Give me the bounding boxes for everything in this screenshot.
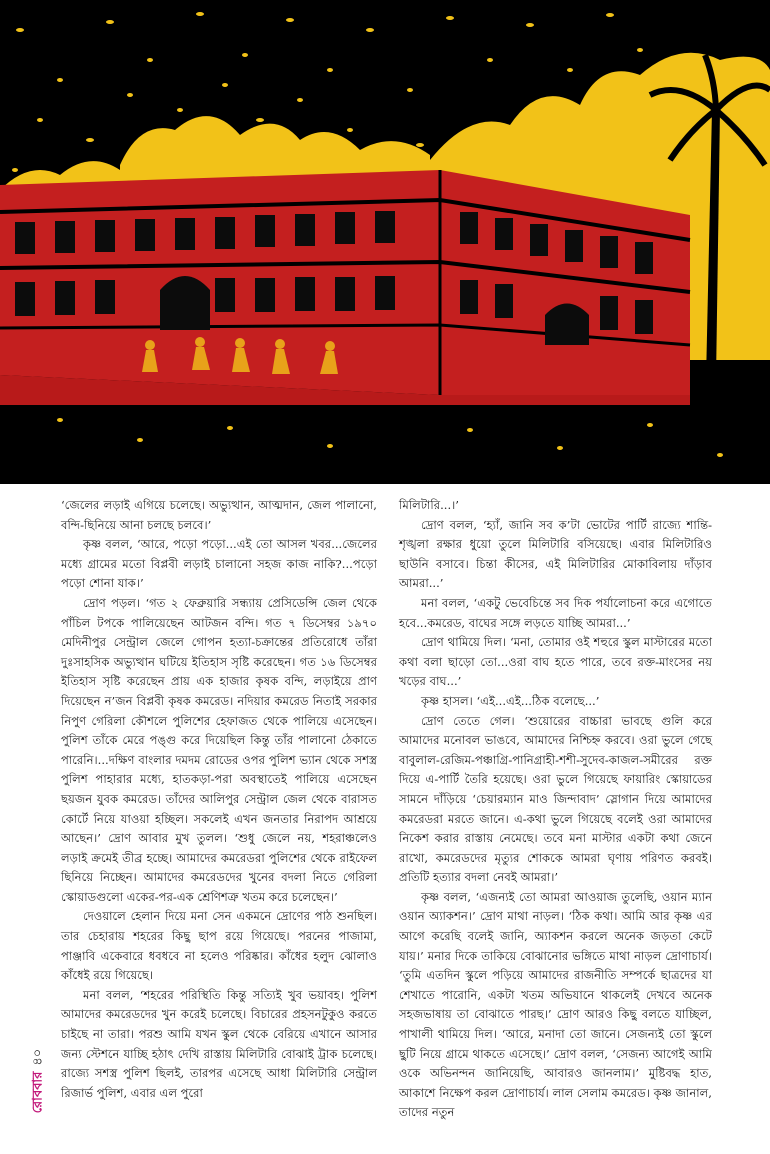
article-right-column: [399, 496, 712, 1123]
paragraph: দ্রোণ বলল, ‘হ্যাঁ, জানি সব ক’টা ভোটের পার্টি রাজ্যে শান্তি-শৃঙ্খলা রক্ষার ধুয়ো তুলে মিলিটারি বসিয়েছে। এবার মিলিটারিও ছাউনি বসাবে। চিন্তা কীসের, এই মিলিটারির মোকাবিলায় দাঁড়াব আমরা...’: [399, 517, 712, 591]
paragraph: দ্রোণ তেতে গেল। ‘শুয়োরের বাচ্চারা ভাবছে গুলি করে আমাদের মনোবল ভাঙবে, আমাদের নিশ্চিহ্ন করবে। ওরা ভুলে গেছে বাবুলাল-রেজিম-পঞ্চাগ্রি-পানিগ্রাহী-শশী-সুদেব-কাজল-সমীরের রক্ত দিয়ে এ-পার্টি তৈরি হয়েছে। ওরা ভুলে গিয়েছে ফায়ারিং স্কোয়াডের সামনে দাঁড়িয়ে ‘চেয়ারম্যান মাও জিন্দাবাদ’ স্লোগান দিয়ে আমাদের কমরেডরা মরতে জানে। এ-কথা ভুলে গিয়েছে বলেই ওরা আমাদের নিকেশ করার রাস্তায় নেমেছে। তবে মনা মাস্টার একটা কথা জেনে রাখো, কমরেডদের মৃত্যুর শোককে আমরা ঘৃণায় পরিণত করবই। প্রতিটি হত্যার বদলা নেবই আমরা।’: [399, 713, 712, 885]
paragraph: মিলিটারি...।’: [399, 498, 459, 512]
page-folio: [29, 1036, 49, 1126]
paragraph: দ্রোণ থামিয়ে দিল। ‘মনা, তোমার ওই শহুরে স্কুল মাস্টারের মতো কথা বলা ছাড়ো তো...ওরা বাঘ হতে পারে, তবে রক্ত-মাংসের নয় খড়ের বাঘ...’: [399, 635, 712, 689]
article-left-column: [61, 496, 377, 1103]
paragraph: মনা বলল, ‘একটু ভেবেচিন্তে সব দিক পর্যালোচনা করে এগোতে হবে...কমরেড, বাঘের সঙ্গে লড়তে যাচ্ছি আমরা...’: [399, 595, 712, 630]
paragraph: দেওয়ালে হেলান দিয়ে মনা সেন একমনে দ্রোণের পাঠ শুনছিল। তার চেহারায় শহরের কিছু ছাপ রয়ে গিয়েছে। পরনের পাজামা, পাঞ্জাবি একেবারে ধবধবে না হলেও পরিষ্কার। কাঁধের হলুদ ঝোলাও কাঁধেই রয়ে গিয়েছে।: [61, 909, 377, 983]
paragraph: দ্রোণ পড়ল। ‘গত ২ ফেব্রুয়ারি সন্ধ্যায় প্রেসিডেন্সি জেল থেকে পাঁচিল টপকে পালিয়েছেন আটজন বন্দি। গত ৭ ডিসেম্বর ১৯৭০ মেদিনীপুর সেন্ট্রাল জেলে গোপন হত্যা-চক্রান্তের প্রতিরোধে তাঁরা দুঃসাহসিক অভ্যুত্থান ঘটিয়ে ইতিহাস সৃষ্টি করেছেন। গত ১৬ ডিসেম্বর ইতিহাস সৃষ্টি করেছেন প্রায় এক হাজার কৃষক বন্দি, লড়াইয়ে প্রাণ দিয়েছেন ন’জন বিপ্লবী কৃষক কমরেড। নদিয়ার কমরেড নিতাই সরকার নিপুণ গেরিলা কৌশলে পুলিশের হেফাজত থেকে পালিয়ে এসেছেন। পুলিশ তাঁকে মেরে পঙ্গু করে দিয়েছিল কিন্তু তাঁর পালানো ঠেকাতে পারেনি।...দক্ষিণ বাংলার দমদম রোডের ওপর পুলিশ ভ্যান থেকে সশস্ত্র পুলিশ পাহারার মধ্যে, হাতকড়া-পরা অবস্থাতেই পালিয়ে এসেছেন ছয়জন যুবক কমরেড। তাঁদের আলিপুর সেন্ট্রাল জেল থেকে বারাসত কোর্টে নিয়ে যাওয়া হচ্ছিল। সকলেই এখন জনতার নিরাপদ আশ্রয়ে আছেন।’ দ্রোণ আবার মুখ তুলল। ‘শুধু জেলে নয়, শহরাঞ্চলেও লড়াই ক্রমেই তীব্র হচ্ছে। আমাদের কমরেডরা পুলিশের থেকে রাইফেল ছিনিয়ে নিচ্ছেন। আমাদের কমরেডদের খুনের বদলা নিতে গেরিলা স্কোয়াডগুলো একের-পর-এক শ্রেণিশত্রু খতম করে চলেছেন।’: [61, 595, 377, 904]
page-number: ৪০: [30, 1048, 46, 1066]
paragraph: কৃষ্ণ হাসল। ‘এই...এই...ঠিক বলেছে...’: [421, 693, 600, 708]
paragraph: কৃষ্ণ বলল, ‘আরে, পড়ো পড়ো...এই তো আসল খবর...জেলের মধ্যে গ্রামের মতো বিপ্লবী লড়াই চালানো সহজ কাজ নাকি?...পড়ো পড়ো শোনা যাক।’: [61, 537, 377, 591]
paragraph: ‘জেলের লড়াই এগিয়ে চলেছে। অভ্যুত্থান, আত্মদান, জেল পালানো, বন্দি-ছিনিয়ে আনা চলছে চলবে।’: [61, 498, 377, 532]
paragraph: কৃষ্ণ বলল, ‘এজন্যই তো আমরা আওয়াজ তুলেছি, ওয়ান ম্যান ওয়ান অ্যাকশন।’ দ্রোণ মাথা নাড়ল। ‘ঠিক কথা। আমি আর কৃষ্ণ এর আগে করেছি বলেই জানি, অ্যাকশন করলে অনেক জড়তা কেটে যায়।’ মনার দিকে তাকিয়ে বোঝানোর ভঙ্গিতে মাথা নাড়ল দ্রোণাচার্য। ‘তুমি এতদিন স্কুলে পড়িয়ে আমাদের রাজনীতি সম্পর্কে ছাত্রদের যা শেখাতে পারোনি, একটা খতম অভিযানে থাকলেই দেখবে অনেক সহজভাষায় তা বোঝাতে পারছ।’ দ্রোণ আরও কিছু বলতে যাচ্ছিল, পাখালী থামিয়ে দিল। ‘আরে, মনাদা তো জানে। সেজন্যই তো স্কুলে ছুটি নিয়ে গ্রামে থাকতে এসেছে।’ দ্রোণ বলল, ‘সেজন্য আগেই আমি ওকে অভিনন্দন জানিয়েছি, আবারও জানলাম।’ মুষ্টিবদ্ধ হাত, আকাশে নিক্ষেপ করল দ্রোণাচার্য। লাল সেলাম কমরেড। কৃষ্ণ জানাল, তাদের নতুন: [399, 889, 712, 1120]
prison-building-illustration: [0, 0, 770, 484]
paragraph: মনা বলল, ‘শহরের পরিস্থিতি কিন্তু সত্যিই খুব ভয়াবহ। পুলিশ আমাদের কমরেডদের খুন করেই চলেছে। বিচারের প্রহসনটুকুও করতে চাইছে না তারা। পরশু আমি যখন স্কুল থেকে বেরিয়ে এখানে আসার জন্য স্টেশনে যাচ্ছি হঠাৎ দেখি রাস্তায় মিলিটারি বোঝাই ট্রাক চলেছে। রাজ্যে সশস্ত্র পুলিশ ছিলই, তারপর এসেছে আধা মিলিটারি সেন্ট্রাল রিজার্ভ পুলিশ, এবার এল পুরো: [61, 987, 377, 1100]
building: [0, 170, 690, 395]
magazine-name: রোববার: [30, 1071, 46, 1114]
